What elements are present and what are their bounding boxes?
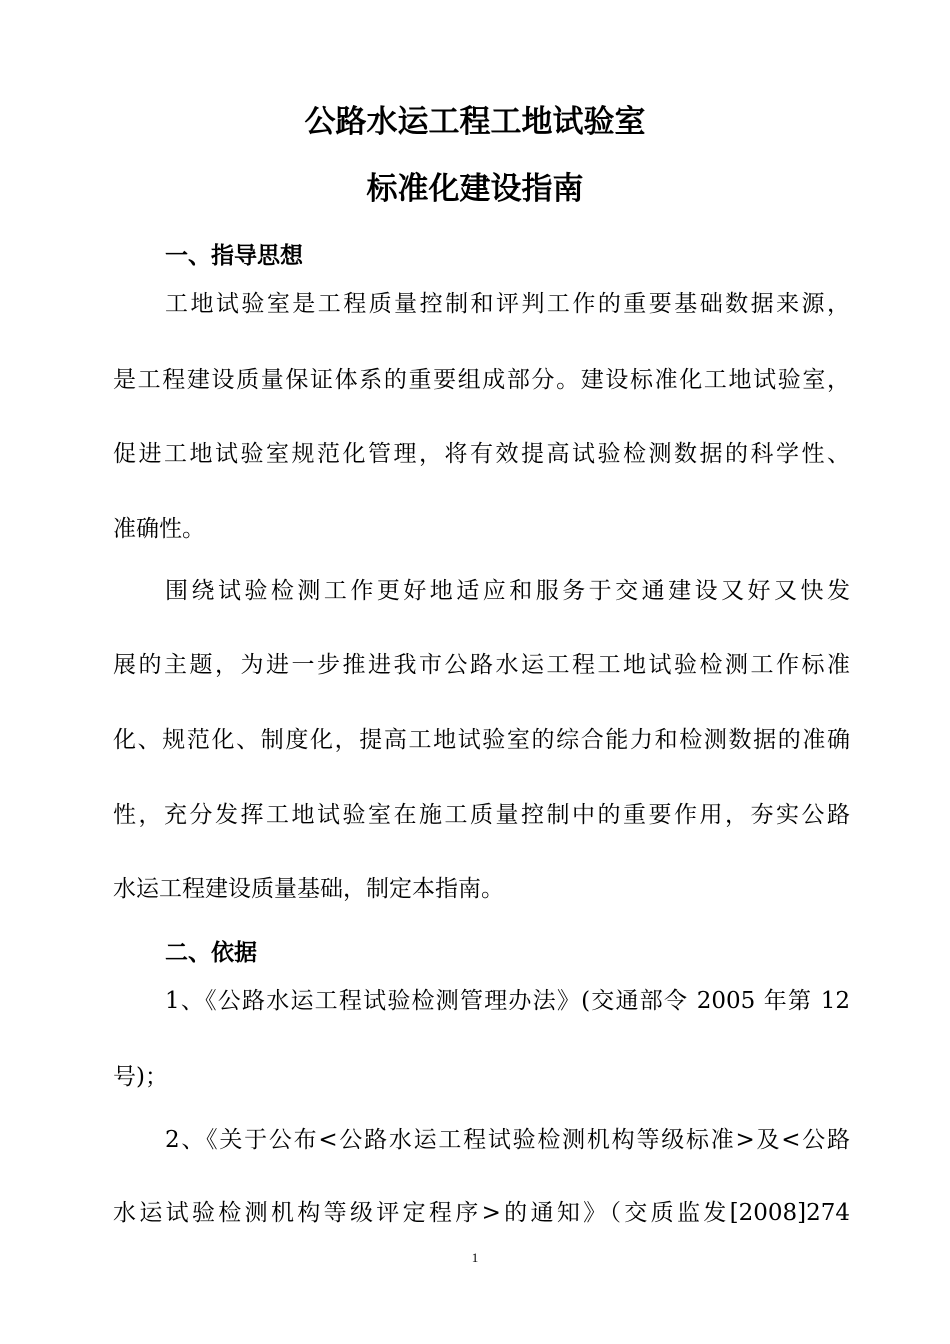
paragraph-line: 准确性。 [113, 516, 205, 542]
paragraph-line: 1、《公路水运工程试验检测管理办法》(交通部令 2005 年第 12 [165, 988, 850, 1014]
paragraph-line: 号)； [113, 1064, 168, 1090]
section-heading-basis: 二、依据 [165, 940, 257, 966]
paragraph-line: 展的主题，为进一步推进我市公路水运工程工地试验检测工作标准 [113, 652, 850, 678]
paragraph-line: 水运工程建设质量基础，制定本指南。 [113, 876, 504, 902]
paragraph-line: 促进工地试验室规范化管理，将有效提高试验检测数据的科学性、 [113, 441, 850, 467]
paragraph-line: 围绕试验检测工作更好地适应和服务于交通建设又好又快发 [165, 578, 850, 604]
section-heading-guiding-ideology: 一、指导思想 [165, 243, 303, 269]
paragraph-line: 是工程建设质量保证体系的重要组成部分。建设标准化工地试验室， [113, 367, 850, 393]
paragraph-line: 2、《关于公布<公路水运工程试验检测机构等级标准>及<公路 [165, 1127, 850, 1153]
page-number: 1 [471, 1250, 479, 1265]
paragraph-line: 性，充分发挥工地试验室在施工质量控制中的重要作用，夯实公路 [113, 802, 850, 828]
paragraph-line: 水运试验检测机构等级评定程序>的通知》（交质监发[2008]274 [113, 1200, 850, 1226]
document-title-line-1: 公路水运工程工地试验室 [304, 104, 646, 140]
document-title-line-2: 标准化建设指南 [366, 171, 584, 207]
paragraph-line: 工地试验室是工程质量控制和评判工作的重要基础数据来源， [165, 291, 850, 317]
paragraph-line: 化、规范化、制度化，提高工地试验室的综合能力和检测数据的准确 [113, 727, 850, 753]
